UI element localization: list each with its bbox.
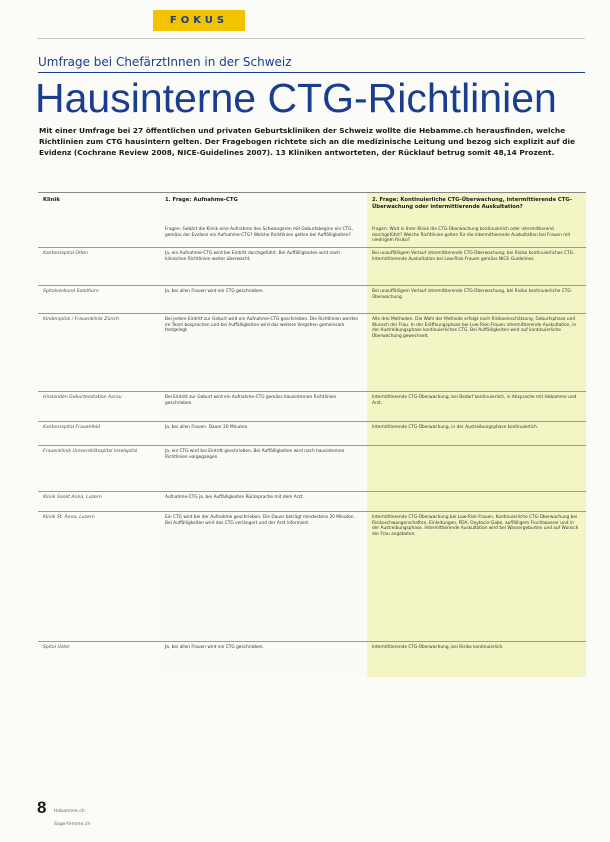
cell-question-2: Intermittierende CTG-Überwachung, bei Risiko kontinuierlich. [367, 641, 586, 677]
table-row [38, 641, 586, 677]
subheader-klinik [38, 213, 160, 247]
cell-question-2: Intermittierende CTG-Überwachung, bei Bedarf kontinuierlich, in Absprache mit Hebamme und Arzt. [367, 391, 586, 421]
cell-question-2: Bei unauffälligem Verlauf intermittierende CTG-Überwachung; bei Risiko kontinuierliches CTG. Intermittierende Auskultation bei Low-Risk-Frauen gemäss NICE-Guidelines. [367, 247, 586, 285]
cell-question-2 [367, 491, 586, 511]
table-row [38, 313, 586, 391]
kicker-divider [38, 72, 585, 73]
cell-question-1: Ja, ein CTG wird bei Eintritt geschrieben. Bei Auffälligkeiten wird nach hausinternen Richtlinien vorgegangen. [160, 445, 367, 491]
table-row [38, 285, 586, 313]
footer-line-1: Hebamme.ch [54, 809, 85, 815]
subheader-question-1: Fragen: Gebärt die Klinik eine Aufnahme des Schwangeren mit Geburtsbeginn ein CTG, gemäss der Evidenz ein Aufnahme-CTG? Welche Richtlinien gelten bei Auffälligkeiten? [160, 213, 367, 247]
lead-paragraph: Mit einer Umfrage bei 27 öffentlichen und privaten Geburtskliniken der Schweiz wollte die Hebamme.ch herausfinden, welche Richtlinien zum CTG hausintern gelten. Der Fragebogen richtete sich an die medizinische Leitung und bezog sich explizit auf die Evidenz (Cochrane Review 2008, NICE-Guidelines 2007). 13 Kliniken antworteten, der Rücklauf betrug somit 48,14 Prozent. [39, 126, 576, 157]
cell-question-2 [367, 445, 586, 491]
table-row [38, 421, 586, 445]
header-question-1: 1. Frage: Aufnahme-CTG [160, 193, 367, 214]
cell-question-2: Intermittierende CTG-Überwachung, in der Austreibungsphase kontinuierlich. [367, 421, 586, 445]
cell-klinik: Kantonsspital Olten [38, 247, 160, 285]
cell-question-2: Alle drei Methoden. Die Wahl der Methode erfolgt nach Risikoeinschätzung, Geburtsphase und Wunsch der Frau. In der Eröffnungsphase bei Low-Risk-Frauen intermittierende Auskultation, in der Austreibungsphase kontinuierliches CTG. Bei Auffälligkeiten wird auf kontinuierliche Überwachung gewechselt. [367, 313, 586, 391]
cell-klinik: Kinderspital / Frauenklinik Zürich [38, 313, 160, 391]
cell-question-1: Bei Eintritt zur Geburt wird ein Aufnahme-CTG gemäss hausinternen Richtlinien geschrieben. [160, 391, 367, 421]
table-row [38, 247, 586, 285]
table-row [38, 391, 586, 421]
cell-question-1: Ja, bei allen Frauen wird ein CTG geschrieben. [160, 641, 367, 677]
cell-question-1: Aufnahme-CTG ja, bei Auffälligkeiten Rücksprache mit dem Arzt. [160, 491, 367, 511]
page-title: Hausinterne CTG-Richtlinien [35, 75, 557, 121]
cell-question-1: Bei jedem Eintritt zur Geburt wird ein Aufnahme-CTG geschrieben. Die Richtlinien werden im Team besprochen und bei Auffälligkeiten wird das weitere Vorgehen gemeinsam festgelegt. [160, 313, 367, 391]
table-row [38, 491, 586, 511]
cell-klinik: Klinik St. Anna, Luzern [38, 511, 160, 641]
cell-question-1: Ja, ein Aufnahme-CTG wird bei Eintritt durchgeführt. Bei Auffälligkeiten wird nach klinischen Richtlinien weiter überwacht. [160, 247, 367, 285]
cell-question-1: Ja, bei allen Frauen. Dauer 20 Minuten. [160, 421, 367, 445]
cell-klinik: Frauenklinik Universitätsspital Inselspital [38, 445, 160, 491]
cell-klinik: Hirslanden Geburtenstation Aarau [38, 391, 160, 421]
cell-question-1: Ja, bei allen Frauen wird ein CTG geschrieben. [160, 285, 367, 313]
cell-klinik: Spitalverbund Solothurn [38, 285, 160, 313]
page-number: 8 [37, 798, 47, 817]
header-question-2: 2. Frage: Kontinuierliche CTG-Überwachung, intermittierende CTG-Überwachung oder intermittierende Auskultation? [367, 193, 586, 214]
cell-question-2: Intermittierende CTG-Überwachung bei Low-Risk-Frauen. Kontinuierliche CTG-Überwachung bei Risikoschwangerschaften, Einleitungen, PDA, Oxytocin-Gabe, auffälligem Fruchtwasser und in der Austreibungsphase. Intermittierende Auskultation wird bei Wassergeburten und auf Wunsch der Frau angeboten. [367, 511, 586, 641]
table-subheader-row [38, 213, 586, 247]
table-row [38, 445, 586, 491]
top-divider [37, 38, 585, 39]
survey-table [38, 192, 586, 677]
cell-question-2: Bei unauffälligem Verlauf intermittierende CTG-Überwachung, bei Risiko kontinuierliche CTG-Überwachung. [367, 285, 586, 313]
header-klinik: Klinik [38, 193, 160, 214]
footer-line-2: Sage-femme.ch [54, 821, 91, 827]
cell-klinik: Spital Uster [38, 641, 160, 677]
cell-question-1: Ein CTG wird bei der Aufnahme geschrieben. Die Dauer beträgt mindestens 20 Minuten. Bei Auffälligkeiten wird das CTG verlängert und der Arzt informiert. [160, 511, 367, 641]
cell-klinik: Kantonsspital Frauenfeld [38, 421, 160, 445]
subheader-question-2: Fragen: Wird in Ihrer Klinik die CTG-Überwachung kontinuierlich oder intermittierend durchgeführt? Welche Richtlinien gelten für die intermittierende Auskultation bei Frauen mit niedrigem Risiko? [367, 213, 586, 247]
table-header-row [38, 193, 586, 214]
kicker: Umfrage bei ChefärztInnen in der Schweiz [38, 55, 292, 69]
footer-publication [54, 803, 90, 828]
table-row [38, 511, 586, 641]
section-tag: FOKUS [153, 10, 245, 31]
cell-klinik: Klinik Sankt Anna, Luzern [38, 491, 160, 511]
